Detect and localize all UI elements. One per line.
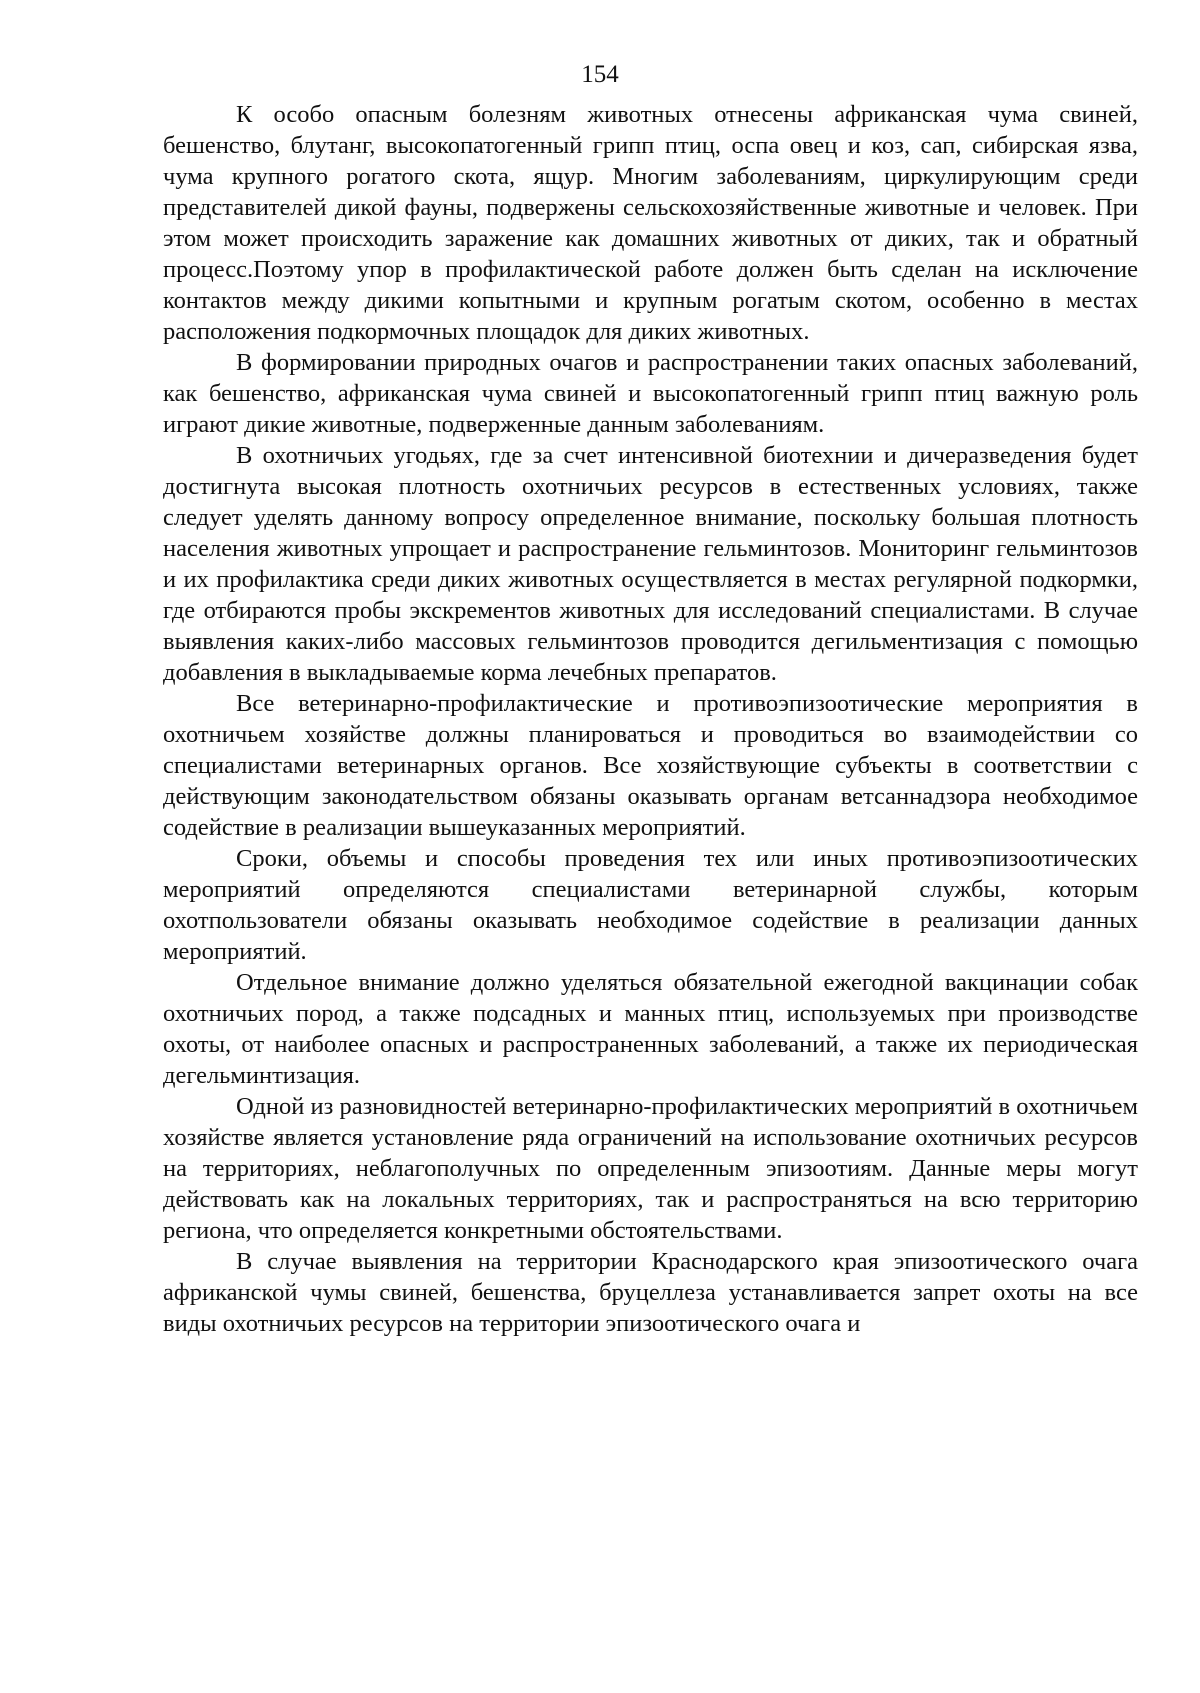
paragraph-4: Все ветеринарно-профилактические и противоэпизоотические мероприятия в охотничьем хозяйстве должны планироваться и проводиться во взаимодействии со специалистами ветеринарных органов. Все хозяйствующие субъекты в соответствии с действующим законодательством обязаны оказывать органам ветсаннадзора необходимое содействие в реализации вышеуказанных мероприятий. <box>163 690 1138 841</box>
paragraph-7: Одной из разновидностей ветеринарно-профилактических мероприятий в охотничьем хозяйстве является установление ряда ограничений на использование охотничьих ресурсов на территориях, неблагополучных по определенным эпизоотиям. Данные меры могут действовать как на локальных территориях, так и распространяться на всю территорию региона, что определяется конкретными обстоятельствами. <box>163 1093 1138 1244</box>
body-text <box>163 99 1138 1339</box>
paragraph-3: В охотничьих угодьях, где за счет интенсивной биотехнии и дичеразведения будет достигнута высокая плотность охотничьих ресурсов в естественных условиях, также следует уделять данному вопросу определенное внимание, поскольку большая плотность населения животных упрощает и распространение гельминтозов. Мониторинг гельминтозов и их профилактика среди диких животных осуществляется в местах регулярной подкормки, где отбираются пробы экскрементов животных для исследований специалистами. В случае выявления каких-либо массовых гельминтозов проводится дегильментизация с помощью добавления в выкладываемые корма лечебных препаратов. <box>163 442 1138 686</box>
paragraph-1: К особо опасным болезням животных отнесены африканская чума свиней, бешенство, блутанг, высокопатогенный грипп птиц, оспа овец и коз, сап, сибирская язва, чума крупного рогатого скота, ящур. Многим заболеваниям, циркулирующим среди представителей дикой фауны, подвержены сельскохозяйственные животные и человек. При этом может происходить заражение как домашних животных от диких, так и обратный процесс.Поэтому упор в профилактической работе должен быть сделан на исключение контактов между дикими копытными и крупным рогатым скотом, особенно в местах расположения подкормочных площадок для диких животных. <box>163 101 1138 345</box>
paragraph-2: В формировании природных очагов и распространении таких опасных заболеваний, как бешенство, африканская чума свиней и высокопатогенный грипп птиц важную роль играют дикие животные, подверженные данным заболеваниям. <box>163 349 1138 438</box>
paragraph-5: Сроки, объемы и способы проведения тех или иных противоэпизоотических мероприятий определяются специалистами ветеринарной службы, которым охотпользователи обязаны оказывать необходимое содействие в реализации данных мероприятий. <box>163 845 1138 965</box>
page-number: 154 <box>581 61 619 88</box>
paragraph-6: Отдельное внимание должно уделяться обязательной ежегодной вакцинации собак охотничьих пород, а также подсадных и манных птиц, используемых при производстве охоты, от наиболее опасных и распространенных заболеваний, а также их периодическая дегельминтизация. <box>163 969 1138 1089</box>
paragraph-8: В случае выявления на территории Краснодарского края эпизоотического очага африканской чумы свиней, бешенства, бруцеллеза устанавливается запрет охоты на все виды охотничьих ресурсов на территории эпизоотического очага и <box>163 1248 1138 1337</box>
